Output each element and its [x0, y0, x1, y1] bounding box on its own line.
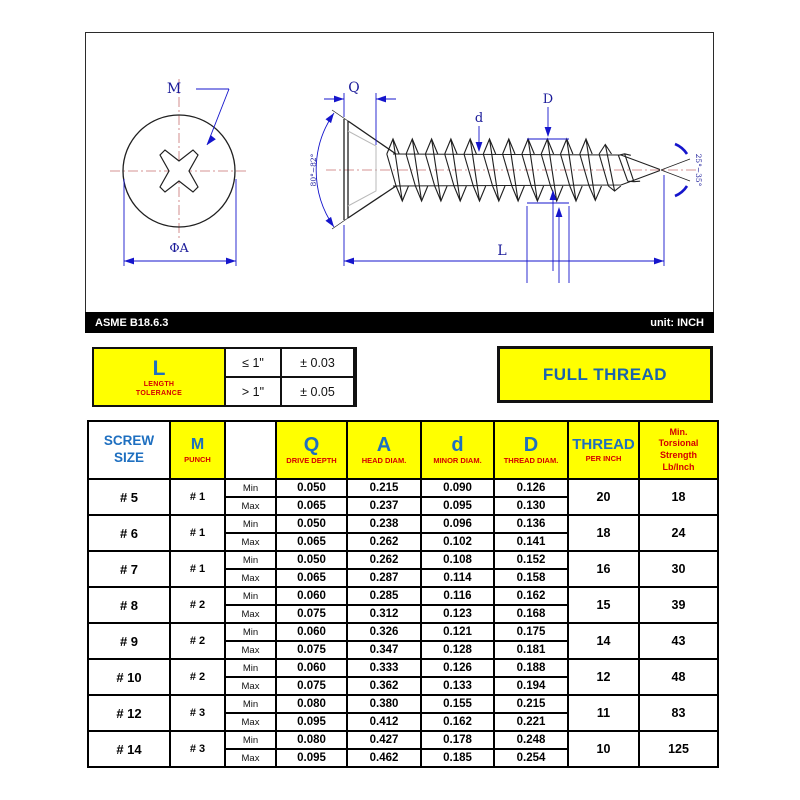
spec-row-min: [88, 623, 718, 641]
tpi-cell: 18: [568, 515, 639, 551]
min-value-cell: 0.380: [347, 695, 421, 713]
min-label: Min: [225, 479, 276, 497]
tpi-cell: 11: [568, 695, 639, 731]
min-label: Min: [225, 731, 276, 749]
max-value-cell: 0.462: [347, 749, 421, 767]
min-value-cell: 0.050: [276, 479, 347, 497]
tpi-cell: 12: [568, 659, 639, 695]
dim-arrowhead: [334, 96, 344, 103]
dim-arrowhead: [124, 258, 134, 265]
max-value-cell: 0.095: [421, 497, 494, 515]
min-label: Min: [225, 659, 276, 677]
full-thread-label: FULL THREAD: [542, 364, 668, 384]
tolerance-symbol-cell: [94, 349, 224, 405]
max-value-cell: 0.130: [494, 497, 568, 515]
max-label: Max: [225, 713, 276, 731]
min-value-cell: 0.215: [494, 695, 568, 713]
punch-cell: # 2: [170, 659, 225, 695]
min-value-cell: 0.096: [421, 515, 494, 533]
full-thread-badge: [497, 346, 713, 403]
min-value-cell: 0.136: [494, 515, 568, 533]
max-value-cell: 0.412: [347, 713, 421, 731]
min-value-cell: 0.285: [347, 587, 421, 605]
min-value-cell: 0.155: [421, 695, 494, 713]
tolerance-val-2: ± 0.05: [282, 378, 353, 405]
spec-row-min: [88, 695, 718, 713]
tpi-cell: 15: [568, 587, 639, 623]
min-label: Min: [225, 623, 276, 641]
label-tip-angle: 25°~35°: [694, 153, 703, 187]
max-value-cell: 0.237: [347, 497, 421, 515]
label-l: L: [497, 243, 507, 259]
max-value-cell: 0.168: [494, 605, 568, 623]
min-value-cell: 0.152: [494, 551, 568, 569]
max-value-cell: 0.181: [494, 641, 568, 659]
spec-row-min: [88, 731, 718, 749]
max-value-cell: 0.095: [276, 713, 347, 731]
dim-arrowhead: [654, 258, 664, 265]
standard-title-bar: [85, 312, 714, 333]
label-d-major: D: [542, 92, 554, 107]
max-value-cell: 0.254: [494, 749, 568, 767]
standard-label: ASME B18.6.3: [95, 316, 169, 329]
max-value-cell: 0.347: [347, 641, 421, 659]
min-value-cell: 0.060: [276, 587, 347, 605]
min-value-cell: 0.090: [421, 479, 494, 497]
min-value-cell: 0.116: [421, 587, 494, 605]
min-value-cell: 0.126: [421, 659, 494, 677]
header-torsion: Min. Torsional Strength Lb/Inch: [639, 421, 718, 479]
tpi-cell: 10: [568, 731, 639, 767]
screw-technical-drawing: [86, 33, 713, 312]
label-d-minor: d: [474, 111, 484, 126]
min-value-cell: 0.050: [276, 515, 347, 533]
tolerance-label-2: TOLERANCE: [135, 389, 183, 397]
dim-arrowhead: [325, 111, 336, 123]
max-value-cell: 0.194: [494, 677, 568, 695]
min-value-cell: 0.175: [494, 623, 568, 641]
torsion-cell: 18: [639, 479, 718, 515]
torsion-cell: 30: [639, 551, 718, 587]
screw-size-cell: # 8: [88, 587, 170, 623]
max-value-cell: 0.185: [421, 749, 494, 767]
tpi-cell: 16: [568, 551, 639, 587]
min-value-cell: 0.188: [494, 659, 568, 677]
spec-row-min: [88, 659, 718, 677]
torsion-cell: 83: [639, 695, 718, 731]
punch-cell: # 3: [170, 695, 225, 731]
dim-arrowhead: [545, 127, 552, 137]
tip-angle-line-bottom: [661, 170, 690, 181]
min-value-cell: 0.080: [276, 695, 347, 713]
screw-size-cell: # 14: [88, 731, 170, 767]
punch-cell: # 1: [170, 479, 225, 515]
max-value-cell: 0.095: [276, 749, 347, 767]
max-value-cell: 0.102: [421, 533, 494, 551]
dim-arrowhead: [204, 135, 216, 147]
screw-size-cell: # 5: [88, 479, 170, 515]
tolerance-cond-2: > 1": [226, 378, 280, 405]
min-value-cell: 0.121: [421, 623, 494, 641]
min-value-cell: 0.215: [347, 479, 421, 497]
tolerance-cond-1: ≤ 1": [226, 349, 280, 376]
max-value-cell: 0.065: [276, 497, 347, 515]
header-punch: M PUNCH: [170, 421, 225, 479]
spec-row-min: [88, 587, 718, 605]
header-tpi: THREAD PER INCH: [568, 421, 639, 479]
max-label: Max: [225, 749, 276, 767]
max-value-cell: 0.114: [421, 569, 494, 587]
max-label: Max: [225, 641, 276, 659]
max-value-cell: 0.075: [276, 677, 347, 695]
screw-size-cell: # 6: [88, 515, 170, 551]
min-value-cell: 0.248: [494, 731, 568, 749]
min-value-cell: 0.050: [276, 551, 347, 569]
min-value-cell: 0.080: [276, 731, 347, 749]
header-q: Q DRIVE DEPTH: [276, 421, 347, 479]
header-blank: [225, 421, 276, 479]
torsion-cell: 48: [639, 659, 718, 695]
spec-row-min: [88, 479, 718, 497]
spec-row-min: [88, 551, 718, 569]
spec-row-min: [88, 515, 718, 533]
tolerance-symbol: L: [152, 356, 166, 380]
min-value-cell: 0.262: [347, 551, 421, 569]
label-phi-a: ΦA: [169, 240, 189, 255]
label-head-angle: 80°~82°: [309, 153, 318, 187]
header-d-minor: d MINOR DIAM.: [421, 421, 494, 479]
max-label: Max: [225, 497, 276, 515]
max-value-cell: 0.133: [421, 677, 494, 695]
dim-arrowhead: [476, 142, 483, 152]
max-value-cell: 0.128: [421, 641, 494, 659]
min-value-cell: 0.326: [347, 623, 421, 641]
torsion-cell: 24: [639, 515, 718, 551]
recess-hidden-lines: [348, 131, 376, 206]
max-value-cell: 0.312: [347, 605, 421, 623]
max-label: Max: [225, 605, 276, 623]
min-value-cell: 0.178: [421, 731, 494, 749]
torsion-cell: 43: [639, 623, 718, 659]
tolerance-label-1: LENGTH: [143, 380, 175, 388]
label-m: M: [166, 81, 182, 97]
max-value-cell: 0.221: [494, 713, 568, 731]
max-label: Max: [225, 677, 276, 695]
max-value-cell: 0.362: [347, 677, 421, 695]
dim-arrowhead: [226, 258, 236, 265]
min-label: Min: [225, 515, 276, 533]
punch-cell: # 1: [170, 551, 225, 587]
min-value-cell: 0.333: [347, 659, 421, 677]
header-d-major: D THREAD DIAM.: [494, 421, 568, 479]
max-value-cell: 0.162: [421, 713, 494, 731]
header-screw-size: SCREW SIZE: [88, 421, 170, 479]
punch-cell: # 1: [170, 515, 225, 551]
cone-extension-bottom: [332, 218, 348, 229]
header-a: A HEAD DIAM.: [347, 421, 421, 479]
spec-table: [87, 420, 719, 768]
punch-cell: # 3: [170, 731, 225, 767]
label-q: Q: [348, 80, 360, 96]
spec-header-row: [88, 421, 718, 479]
min-value-cell: 0.427: [347, 731, 421, 749]
torsion-cell: 39: [639, 587, 718, 623]
max-value-cell: 0.287: [347, 569, 421, 587]
min-value-cell: 0.126: [494, 479, 568, 497]
screw-size-cell: # 10: [88, 659, 170, 695]
unit-label: unit: INCH: [650, 316, 704, 329]
torsion-cell: 125: [639, 731, 718, 767]
min-label: Min: [225, 695, 276, 713]
dim-arrowhead: [556, 207, 563, 217]
min-label: Min: [225, 551, 276, 569]
max-label: Max: [225, 533, 276, 551]
min-value-cell: 0.060: [276, 659, 347, 677]
max-value-cell: 0.262: [347, 533, 421, 551]
max-value-cell: 0.075: [276, 641, 347, 659]
tpi-cell: 14: [568, 623, 639, 659]
drawing-frame: [85, 32, 714, 313]
punch-cell: # 2: [170, 587, 225, 623]
min-value-cell: 0.238: [347, 515, 421, 533]
max-value-cell: 0.141: [494, 533, 568, 551]
min-value-cell: 0.108: [421, 551, 494, 569]
tolerance-val-1: ± 0.03: [282, 349, 353, 376]
dim-arrowhead: [344, 258, 354, 265]
max-value-cell: 0.065: [276, 569, 347, 587]
max-value-cell: 0.065: [276, 533, 347, 551]
punch-cell: # 2: [170, 623, 225, 659]
length-tolerance-box: [92, 347, 357, 407]
min-value-cell: 0.060: [276, 623, 347, 641]
screw-size-cell: # 7: [88, 551, 170, 587]
dim-arrowhead: [376, 96, 386, 103]
min-label: Min: [225, 587, 276, 605]
min-value-cell: 0.162: [494, 587, 568, 605]
max-value-cell: 0.158: [494, 569, 568, 587]
screw-size-cell: # 9: [88, 623, 170, 659]
screw-size-cell: # 12: [88, 695, 170, 731]
max-value-cell: 0.075: [276, 605, 347, 623]
max-label: Max: [225, 569, 276, 587]
tpi-cell: 20: [568, 479, 639, 515]
tip-angle-line-top: [661, 159, 690, 170]
cone-extension-top: [332, 110, 348, 121]
max-value-cell: 0.123: [421, 605, 494, 623]
